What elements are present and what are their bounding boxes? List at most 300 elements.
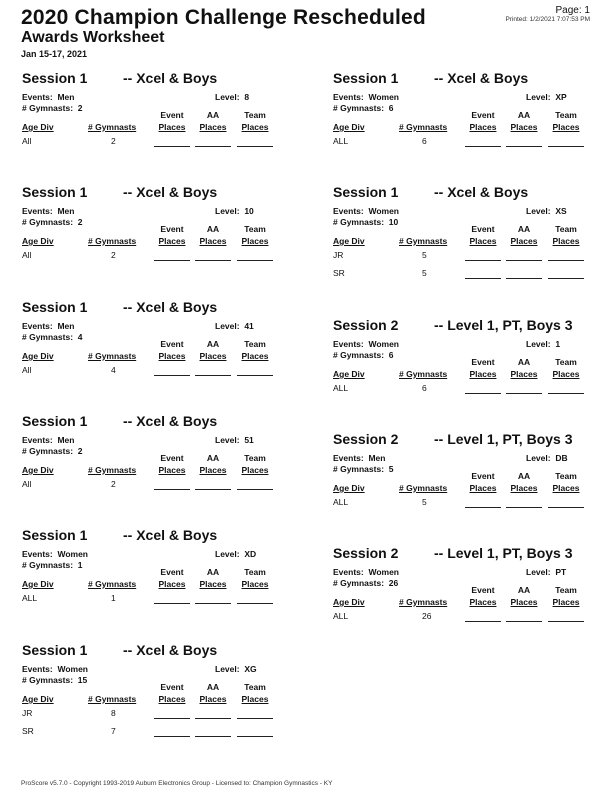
award-block — [22, 70, 284, 180]
col-aa-places-header: Places — [510, 597, 538, 607]
gymnast-count — [22, 446, 83, 456]
session-group: -- Xcel & Boys — [123, 299, 218, 315]
event-places-blank — [465, 260, 501, 261]
table-row — [22, 136, 284, 150]
col-team-places-header: Places — [552, 369, 580, 379]
award-block — [22, 527, 284, 637]
session-group: -- Xcel & Boys — [123, 642, 218, 658]
gymnast-count-value: 5 — [388, 464, 394, 474]
col-aa-header: AA — [517, 110, 531, 120]
events-caption: Events: — [22, 206, 53, 216]
aa-places-blank — [506, 146, 542, 147]
level-caption: Level: — [215, 92, 240, 102]
col-aa-header: AA — [206, 567, 220, 577]
team-places-blank — [237, 489, 273, 490]
col-gymnasts-header: # Gymnasts — [88, 351, 137, 361]
col-gymnasts-header: # Gymnasts — [88, 465, 137, 475]
events-value: Men — [57, 435, 75, 445]
level-caption: Level: — [526, 339, 551, 349]
col-age-div-header: Age Div — [333, 597, 365, 607]
level-caption: Level: — [526, 92, 551, 102]
team-places-blank — [237, 603, 273, 604]
age-div-value: JR — [333, 250, 344, 260]
col-gymnasts-header: # Gymnasts — [88, 579, 137, 589]
event-places-blank — [154, 603, 190, 604]
age-div-value: ALL — [333, 611, 349, 621]
award-block — [333, 70, 595, 180]
events-label — [333, 206, 399, 216]
gymnast-count-caption: # Gymnasts: — [22, 103, 74, 113]
age-div-value: All — [22, 136, 32, 146]
award-block — [22, 642, 284, 752]
table-row — [22, 250, 284, 264]
col-aa-header: AA — [206, 453, 220, 463]
level-label — [215, 435, 254, 445]
col-event-places-header: Places — [158, 122, 186, 132]
table-row — [333, 268, 595, 282]
level-value: 10 — [244, 206, 254, 216]
session-title — [333, 431, 573, 447]
col-aa-header: AA — [206, 682, 220, 692]
col-aa-places-header: Places — [510, 483, 538, 493]
level-value: 8 — [244, 92, 250, 102]
session-title — [333, 317, 573, 333]
col-event-header: Event — [471, 224, 495, 234]
session-group: -- Xcel & Boys — [123, 70, 218, 86]
gymnast-count — [22, 560, 83, 570]
session-group: -- Xcel & Boys — [123, 413, 218, 429]
col-event-header: Event — [160, 110, 184, 120]
gymnasts-value: 5 — [422, 497, 427, 507]
session-name: Session 1 — [333, 70, 399, 86]
gymnast-count-caption: # Gymnasts: — [22, 332, 74, 342]
gymnasts-value: 2 — [111, 250, 116, 260]
event-places-blank — [154, 489, 190, 490]
col-team-places-header: Places — [552, 483, 580, 493]
aa-places-blank — [506, 507, 542, 508]
col-age-div-header: Age Div — [22, 351, 54, 361]
events-value: Women — [368, 92, 399, 102]
team-places-blank — [237, 146, 273, 147]
col-aa-header: AA — [517, 585, 531, 595]
gymnasts-value: 2 — [111, 479, 116, 489]
level-label — [526, 206, 567, 216]
aa-places-blank — [195, 260, 231, 261]
events-value: Women — [57, 664, 88, 674]
col-event-header: Event — [160, 224, 184, 234]
col-event-places-header: Places — [158, 579, 186, 589]
level-label — [526, 567, 566, 577]
age-div-value: ALL — [333, 497, 349, 507]
col-event-places-header: Places — [469, 597, 497, 607]
col-aa-places-header: Places — [510, 122, 538, 132]
level-label — [215, 321, 254, 331]
gymnast-count-value: 2 — [77, 103, 83, 113]
team-places-blank — [237, 260, 273, 261]
gymnast-count-caption: # Gymnasts: — [333, 350, 385, 360]
level-label — [526, 92, 567, 102]
col-aa-header: AA — [206, 224, 220, 234]
gymnast-count-caption: # Gymnasts: — [22, 217, 74, 227]
events-label — [22, 549, 88, 559]
col-age-div-header: Age Div — [22, 694, 54, 704]
age-div-value: ALL — [22, 593, 38, 603]
gymnast-count — [22, 675, 87, 685]
table-row — [22, 365, 284, 379]
col-aa-places-header: Places — [510, 369, 538, 379]
events-value: Men — [57, 321, 75, 331]
col-aa-header: AA — [517, 224, 531, 234]
events-value: Men — [368, 453, 386, 463]
table-row — [22, 726, 284, 740]
events-caption: Events: — [22, 435, 53, 445]
team-places-blank — [548, 621, 584, 622]
col-team-header: Team — [555, 585, 577, 595]
col-team-header: Team — [555, 224, 577, 234]
col-team-header: Team — [555, 357, 577, 367]
events-label — [22, 206, 74, 216]
col-aa-places-header: Places — [199, 236, 227, 246]
aa-places-blank — [506, 393, 542, 394]
gymnast-count — [22, 217, 83, 227]
event-places-blank — [154, 260, 190, 261]
age-div-value: SR — [22, 726, 34, 736]
team-places-blank — [548, 507, 584, 508]
col-aa-places-header: Places — [199, 122, 227, 132]
table-row — [333, 383, 595, 397]
session-name: Session 1 — [22, 413, 88, 429]
award-block — [333, 431, 595, 541]
col-event-header: Event — [471, 471, 495, 481]
session-name: Session 1 — [22, 299, 88, 315]
session-title — [333, 70, 528, 86]
events-label — [22, 92, 74, 102]
col-gymnasts-header: # Gymnasts — [399, 236, 448, 246]
gymnast-count — [333, 350, 394, 360]
gymnast-count — [333, 464, 394, 474]
gymnast-count — [22, 332, 83, 342]
events-caption: Events: — [22, 664, 53, 674]
col-gymnasts-header: # Gymnasts — [88, 236, 137, 246]
events-caption: Events: — [22, 92, 53, 102]
col-event-places-header: Places — [469, 122, 497, 132]
col-age-div-header: Age Div — [22, 236, 54, 246]
col-team-header: Team — [555, 110, 577, 120]
col-event-places-header: Places — [469, 369, 497, 379]
col-team-places-header: Places — [241, 579, 269, 589]
level-caption: Level: — [215, 435, 240, 445]
session-name: Session 1 — [333, 184, 399, 200]
col-age-div-header: Age Div — [22, 465, 54, 475]
col-gymnasts-header: # Gymnasts — [399, 122, 448, 132]
session-name: Session 1 — [22, 184, 88, 200]
col-team-places-header: Places — [241, 236, 269, 246]
age-div-value: SR — [333, 268, 345, 278]
age-div-value: All — [22, 479, 32, 489]
event-places-blank — [154, 718, 190, 719]
events-caption: Events: — [22, 549, 53, 559]
col-team-header: Team — [555, 471, 577, 481]
level-value: 41 — [244, 321, 254, 331]
level-value: XP — [555, 92, 567, 102]
gymnasts-value: 5 — [422, 250, 427, 260]
aa-places-blank — [195, 603, 231, 604]
team-places-blank — [237, 375, 273, 376]
col-aa-places-header: Places — [510, 236, 538, 246]
level-caption: Level: — [215, 206, 240, 216]
gymnast-count-caption: # Gymnasts: — [333, 578, 385, 588]
session-group: -- Level 1, PT, Boys 3 — [434, 317, 573, 333]
level-value: 51 — [244, 435, 254, 445]
col-event-places-header: Places — [158, 351, 186, 361]
level-label — [526, 339, 560, 349]
level-label — [215, 664, 257, 674]
aa-places-blank — [195, 375, 231, 376]
gymnast-count-caption: # Gymnasts: — [333, 464, 385, 474]
session-title — [333, 545, 573, 561]
col-gymnasts-header: # Gymnasts — [399, 483, 448, 493]
event-places-blank — [465, 621, 501, 622]
col-team-header: Team — [244, 339, 266, 349]
col-event-places-header: Places — [158, 465, 186, 475]
col-event-header: Event — [471, 585, 495, 595]
report-title: 2020 Champion Challenge Rescheduled — [21, 6, 426, 29]
level-caption: Level: — [215, 321, 240, 331]
session-name: Session 2 — [333, 545, 399, 561]
aa-places-blank — [506, 260, 542, 261]
table-row — [22, 708, 284, 722]
gymnast-count-caption: # Gymnasts: — [22, 446, 74, 456]
aa-places-blank — [506, 621, 542, 622]
gymnasts-value: 6 — [422, 136, 427, 146]
session-group: -- Level 1, PT, Boys 3 — [434, 431, 573, 447]
events-caption: Events: — [333, 206, 364, 216]
level-value: XS — [555, 206, 567, 216]
col-event-places-header: Places — [158, 694, 186, 704]
col-aa-header: AA — [517, 471, 531, 481]
events-label — [22, 664, 88, 674]
team-places-blank — [237, 718, 273, 719]
col-age-div-header: Age Div — [22, 579, 54, 589]
col-event-header: Event — [160, 339, 184, 349]
event-places-blank — [154, 736, 190, 737]
award-block — [333, 545, 595, 655]
session-group: -- Level 1, PT, Boys 3 — [434, 545, 573, 561]
age-div-value: All — [22, 250, 32, 260]
col-gymnasts-header: # Gymnasts — [399, 369, 448, 379]
gymnast-count-caption: # Gymnasts: — [333, 103, 385, 113]
col-event-header: Event — [160, 453, 184, 463]
gymnast-count-caption: # Gymnasts: — [22, 675, 74, 685]
gymnast-count-value: 1 — [77, 560, 83, 570]
col-aa-places-header: Places — [199, 694, 227, 704]
aa-places-blank — [195, 489, 231, 490]
meet-dates: Jan 15-17, 2021 — [21, 49, 88, 59]
event-places-blank — [465, 507, 501, 508]
col-age-div-header: Age Div — [333, 236, 365, 246]
gymnasts-value: 7 — [111, 726, 116, 736]
gymnast-count-value: 4 — [77, 332, 83, 342]
gymnast-count-caption: # Gymnasts: — [333, 217, 385, 227]
aa-places-blank — [195, 736, 231, 737]
gymnast-count-value: 6 — [388, 103, 394, 113]
events-label — [333, 453, 385, 463]
col-team-header: Team — [244, 110, 266, 120]
col-team-places-header: Places — [552, 236, 580, 246]
session-title — [22, 299, 217, 315]
events-value: Men — [57, 206, 75, 216]
events-caption: Events: — [22, 321, 53, 331]
col-team-places-header: Places — [552, 122, 580, 132]
gymnast-count-caption: # Gymnasts: — [22, 560, 74, 570]
events-value: Women — [368, 339, 399, 349]
session-title — [22, 642, 217, 658]
gymnast-count-value: 26 — [388, 578, 399, 588]
events-label — [333, 92, 399, 102]
session-group: -- Xcel & Boys — [123, 527, 218, 543]
col-aa-header: AA — [206, 339, 220, 349]
gymnasts-value: 2 — [111, 136, 116, 146]
team-places-blank — [237, 736, 273, 737]
level-label — [526, 453, 568, 463]
team-places-blank — [548, 393, 584, 394]
events-value: Men — [57, 92, 75, 102]
aa-places-blank — [195, 718, 231, 719]
col-age-div-header: Age Div — [333, 369, 365, 379]
gymnasts-value: 4 — [111, 365, 116, 375]
team-places-blank — [548, 278, 584, 279]
level-caption: Level: — [526, 206, 551, 216]
team-places-blank — [548, 260, 584, 261]
gymnast-count-value: 2 — [77, 446, 83, 456]
event-places-blank — [465, 146, 501, 147]
col-aa-places-header: Places — [199, 579, 227, 589]
col-gymnasts-header: # Gymnasts — [88, 122, 137, 132]
event-places-blank — [465, 393, 501, 394]
session-group: -- Xcel & Boys — [123, 184, 218, 200]
page-number: Page: 1 — [555, 5, 590, 16]
session-name: Session 2 — [333, 431, 399, 447]
printed-timestamp: Printed: 1/2/2021 7:07:53 PM — [505, 16, 590, 23]
table-row — [22, 479, 284, 493]
age-div-value: All — [22, 365, 32, 375]
col-aa-header: AA — [517, 357, 531, 367]
events-value: Women — [368, 206, 399, 216]
gymnasts-value: 1 — [111, 593, 116, 603]
level-value: PT — [555, 567, 567, 577]
age-div-value: JR — [22, 708, 33, 718]
table-row — [22, 593, 284, 607]
session-group: -- Xcel & Boys — [434, 70, 529, 86]
gymnast-count — [333, 578, 398, 588]
gymnasts-value: 8 — [111, 708, 116, 718]
col-team-header: Team — [244, 224, 266, 234]
col-aa-places-header: Places — [199, 465, 227, 475]
gymnast-count — [333, 103, 394, 113]
col-team-places-header: Places — [241, 351, 269, 361]
level-caption: Level: — [215, 664, 240, 674]
events-label — [333, 339, 399, 349]
gymnast-count — [333, 217, 398, 227]
level-label — [215, 92, 249, 102]
session-name: Session 1 — [22, 642, 88, 658]
col-event-header: Event — [471, 110, 495, 120]
events-caption: Events: — [333, 339, 364, 349]
events-label — [22, 435, 74, 445]
col-age-div-header: Age Div — [333, 122, 365, 132]
aa-places-blank — [506, 278, 542, 279]
team-places-blank — [548, 146, 584, 147]
report-subtitle: Awards Worksheet — [21, 29, 165, 46]
session-name: Session 1 — [22, 527, 88, 543]
award-block — [333, 317, 595, 427]
gymnast-count-value: 15 — [77, 675, 88, 685]
gymnast-count-value: 6 — [388, 350, 394, 360]
session-title — [22, 527, 217, 543]
level-caption: Level: — [215, 549, 240, 559]
gymnasts-value: 6 — [422, 383, 427, 393]
level-caption: Level: — [526, 567, 551, 577]
col-gymnasts-header: # Gymnasts — [399, 597, 448, 607]
footer-copyright: ProScore v5.7.0 - Copyright 1993-2019 Auburn Electronics Group - Licensed to: Champion Gymnastics - KY — [21, 780, 333, 787]
col-event-places-header: Places — [469, 236, 497, 246]
award-block — [333, 184, 595, 294]
events-caption: Events: — [333, 567, 364, 577]
col-event-header: Event — [160, 682, 184, 692]
col-age-div-header: Age Div — [22, 122, 54, 132]
level-value: DB — [555, 453, 568, 463]
gymnast-count — [22, 103, 83, 113]
aa-places-blank — [195, 146, 231, 147]
age-div-value: ALL — [333, 383, 349, 393]
table-row — [333, 250, 595, 264]
col-team-header: Team — [244, 567, 266, 577]
session-title — [333, 184, 528, 200]
events-label — [333, 567, 399, 577]
events-caption: Events: — [333, 92, 364, 102]
col-team-header: Team — [244, 682, 266, 692]
level-label — [215, 549, 256, 559]
gymnast-count-value: 10 — [388, 217, 399, 227]
gymnast-count-value: 2 — [77, 217, 83, 227]
session-title — [22, 413, 217, 429]
col-event-places-header: Places — [469, 483, 497, 493]
session-group: -- Xcel & Boys — [434, 184, 529, 200]
col-team-header: Team — [244, 453, 266, 463]
gymnasts-value: 26 — [422, 611, 432, 621]
col-team-places-header: Places — [241, 122, 269, 132]
col-team-places-header: Places — [552, 597, 580, 607]
session-title — [22, 184, 217, 200]
col-event-header: Event — [471, 357, 495, 367]
level-caption: Level: — [526, 453, 551, 463]
gymnasts-value: 5 — [422, 268, 427, 278]
events-caption: Events: — [333, 453, 364, 463]
table-row — [333, 497, 595, 511]
col-team-places-header: Places — [241, 465, 269, 475]
level-value: XD — [244, 549, 257, 559]
session-name: Session 1 — [22, 70, 88, 86]
event-places-blank — [154, 375, 190, 376]
col-event-header: Event — [160, 567, 184, 577]
col-aa-header: AA — [206, 110, 220, 120]
award-block — [22, 413, 284, 523]
col-team-places-header: Places — [241, 694, 269, 704]
table-row — [333, 136, 595, 150]
col-age-div-header: Age Div — [333, 483, 365, 493]
session-title — [22, 70, 217, 86]
event-places-blank — [465, 278, 501, 279]
